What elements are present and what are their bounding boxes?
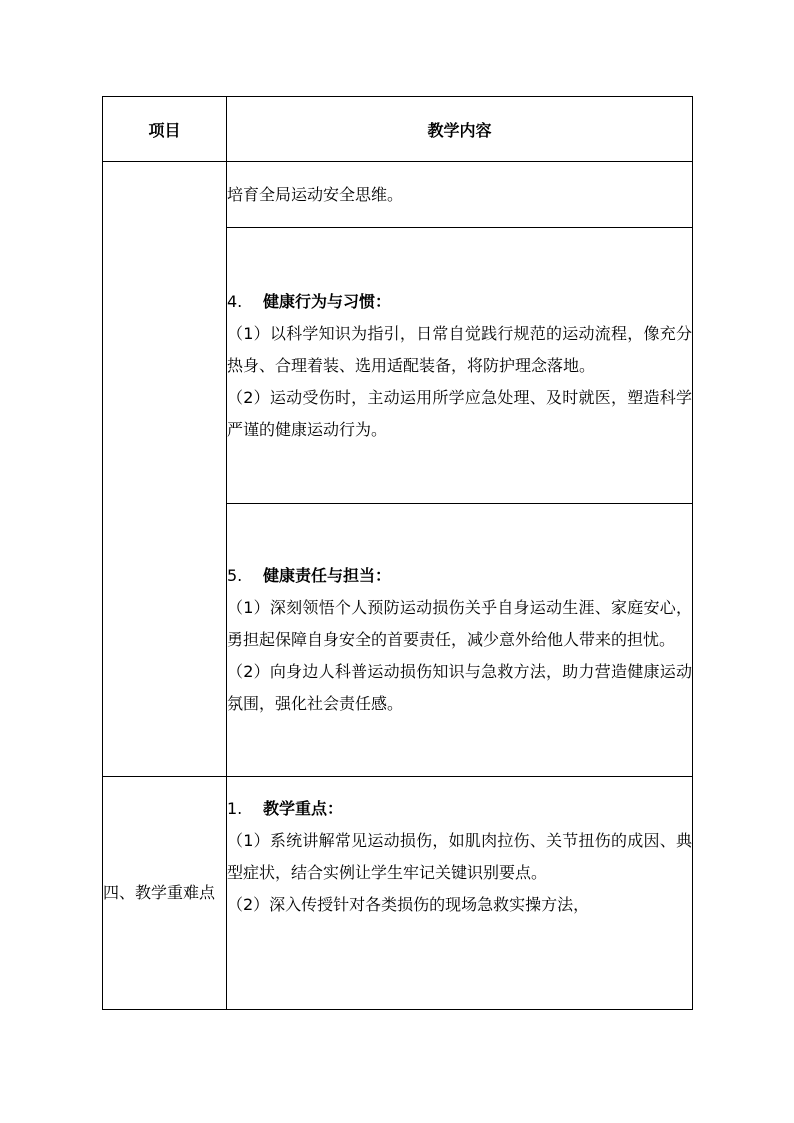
table-header-row (103, 97, 693, 162)
content-cell (227, 777, 693, 1010)
paragraph: （1）系统讲解常见运动损伤，如肌肉拉伤、关节扭伤的成因、典型症状，结合实例让学生牢记关键识别要点。 (227, 831, 692, 882)
paragraph: （1）以科学知识为指引，日常自觉践行规范的运动流程，像充分热身、合理着装、选用适配装备，将防护理念落地。 (227, 323, 692, 375)
content-cell (227, 228, 693, 504)
heading-number: 1. (227, 799, 243, 818)
lesson-plan-table (102, 96, 693, 1010)
section-heading (227, 286, 692, 318)
row-label-key-points: 四、教学重难点 (103, 777, 227, 1010)
heading-number: 5. (227, 566, 243, 585)
heading-number: 4. (227, 291, 243, 311)
column-header-content: 教学内容 (227, 97, 693, 162)
heading-text: 教学重点： (263, 799, 344, 818)
row-label-empty (103, 162, 227, 777)
heading-text: 健康责任与担当： (263, 566, 392, 585)
paragraph: （2）运动受伤时，主动运用所学应急处理、及时就医，塑造科学严谨的健康运动行为。 (227, 387, 692, 439)
paragraph: （2）向身边人科普运动损伤知识与急救方法，助力营造健康运动氛围，强化社会责任感。 (227, 662, 692, 713)
paragraph: （1）深刻领悟个人预防运动损伤关乎自身运动生涯、家庭安心，勇担起保障自身安全的首要责任，减少意外给他人带来的担忧。 (227, 598, 692, 649)
table-row (103, 777, 693, 1010)
content-cell (227, 162, 693, 228)
paragraph: 培育全局运动安全思维。 (227, 184, 404, 204)
content-cell (227, 504, 693, 777)
heading-text: 健康行为与习惯： (263, 291, 392, 311)
paragraph: （2）深入传授针对各类损伤的现场急救实操方法， (227, 895, 590, 914)
section-heading (227, 560, 692, 592)
table-row (103, 162, 693, 228)
section-heading (227, 793, 692, 825)
column-header-item: 项目 (103, 97, 227, 162)
